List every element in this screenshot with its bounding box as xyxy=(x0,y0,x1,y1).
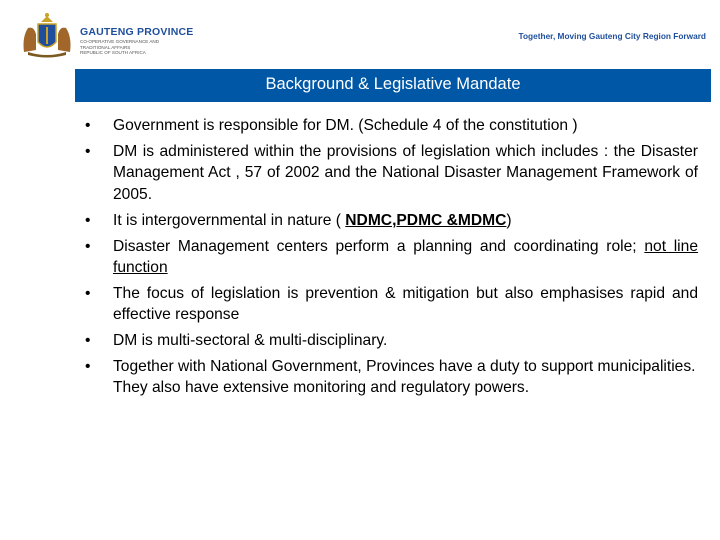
gauteng-province-logo xyxy=(14,12,194,58)
bullet-item xyxy=(85,210,698,231)
bullet-text: ) xyxy=(506,211,512,229)
logo-subtitle xyxy=(80,39,159,56)
bullet-text: Disaster Management centers perform a planning and coordinating role; xyxy=(113,237,645,255)
bullet-list xyxy=(85,115,698,403)
bullet-item xyxy=(85,236,698,279)
logo-subtitle-line: REPUBLIC OF SOUTH AFRICA xyxy=(80,50,146,55)
logo-title: GAUTENG PROVINCE xyxy=(80,26,194,38)
bullet-emphasis: not line function xyxy=(113,237,698,276)
bullet-item xyxy=(85,115,698,136)
bullet-text: DM is administered within the provisions of legislation which includes : the Disaster Management Act , 57 of 2002 and the National Disaster Management Framework of 2005. xyxy=(113,142,698,203)
bullet-item xyxy=(85,356,698,399)
logo-subtitle-line: TRADITIONAL AFFAIRS xyxy=(80,44,131,50)
slide-title: Background & Legislative Mandate xyxy=(75,69,711,102)
tagline: Together, Moving Gauteng City Region Forward xyxy=(518,31,706,41)
bullet-text: It is intergovernmental in nature ( xyxy=(113,211,346,229)
bullet-text: The focus of legislation is prevention & mitigation but also emphasises rapid and effective response xyxy=(113,284,698,324)
bullet-item xyxy=(85,330,698,351)
bullet-icon: • xyxy=(85,211,91,229)
logo-subtitle-line: CO-OPERATIVE GOVERNANCE AND xyxy=(80,39,160,44)
bullet-text: Government is responsible for DM. (Schedule 4 of the constitution ) xyxy=(113,117,578,134)
bullet-icon: • xyxy=(85,117,91,134)
bullet-icon: • xyxy=(85,142,91,160)
bullet-text: DM is multi-sectoral & multi-disciplinary. xyxy=(113,332,388,350)
bullet-item xyxy=(85,141,698,205)
bullet-icon: • xyxy=(85,284,91,302)
bullet-icon: • xyxy=(85,358,91,376)
bullet-emphasis: NDMC,PDMC &MDMC xyxy=(345,211,507,229)
bullet-icon: • xyxy=(85,237,91,255)
bullet-icon: • xyxy=(85,332,91,350)
bullet-text: Together with National Government, Provinces have a duty to support municipalities. They also have extensive monitoring and regulatory powers. xyxy=(113,358,696,397)
coat-of-arms-icon xyxy=(16,12,78,58)
bullet-item xyxy=(85,283,698,326)
